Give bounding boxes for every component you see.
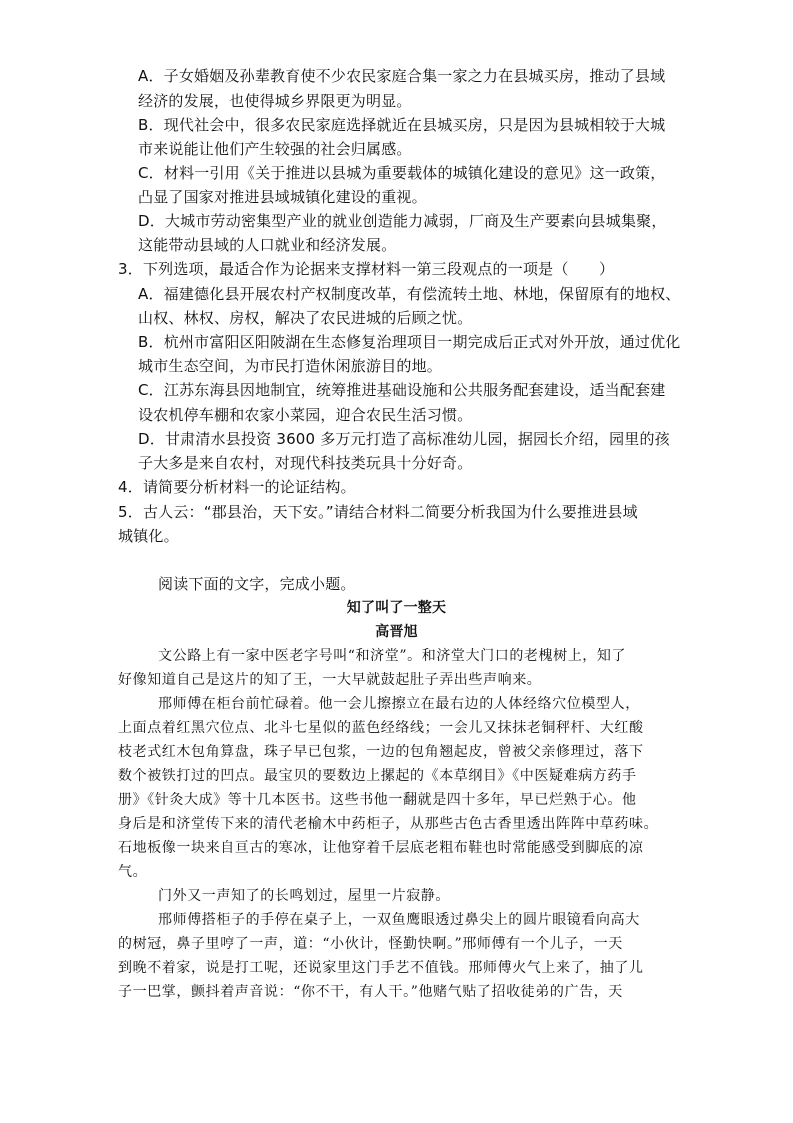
paragraph-line: 文公路上有一家中医老字号叫“和济堂”。和济堂大门口的老槐树上，知了: [158, 648, 627, 664]
paragraph-line: 邢师傅在柜台前忙碌着。他一会儿擦擦立在最右边的人体经络穴位模型人，: [158, 696, 640, 712]
paragraph-line: 子一巴掌，颤抖着声音说：“你不干，有人干。”他赌气贴了招收徒弟的广告，天: [118, 984, 623, 1000]
paragraph-line: 上面点着红黑穴位点、北斗七星似的蓝色经络线；一会儿又抹抹老铜秤杆、大红酸: [118, 720, 644, 736]
q3-option-c-line2: 设农机停车棚和农家小菜园，迎合农民生活习惯。: [138, 406, 473, 424]
paragraph-line: 到晚不着家，说是打工呢，还说家里这门手艺不值钱。邢师傅火气上来了，抽了儿: [118, 960, 644, 976]
paragraph-line: 门外又一声知了的长鸣划过，屋里一片寂静。: [158, 888, 450, 904]
paragraph-line: 邢师傅搭柜子的手停在桌子上，一双鱼鹰眼透过鼻尖上的圆片眼镜看向高大: [158, 912, 640, 928]
q5-stem-line2: 城镇化。: [118, 527, 179, 545]
q3-option-a-line1: A．福建德化县开展农村产权制度改革，有偿流转土地、林地，保留原有的地权、: [138, 285, 681, 303]
q3-option-d-line2: 子大多是来自农村，对现代科技类玩具十分好奇。: [138, 454, 473, 472]
paragraph-line: 枝老式红木包角算盘，珠子早已包浆，一边的包角翘起皮，曾被父亲修理过，落下: [118, 744, 644, 760]
q5-stem-line1: 5．古人云：“郡县治，天下安。”请结合材料二简要分析我国为什么要推进县域: [118, 503, 638, 521]
q2-option-d-line2: 这能带动县域的人口就业和经济发展。: [138, 236, 397, 254]
q2-option-a-line1: A．子女婚姻及孙辈教育使不少农民家庭合集一家之力在县城买房，推动了县域: [138, 67, 666, 85]
q3-stem: 3．下列选项，最适合作为论据来支撑材料一第三段观点的一项是（ ）: [118, 260, 615, 278]
q2-option-d-line1: D．大城市劳动密集型产业的就业创造能力减弱，厂商及生产要素向县城集聚，: [138, 212, 667, 230]
q3-option-d-line1: D．甘肃清水县投资 3600 多万元打造了高标准幼儿园，据园长介绍，园里的孩: [138, 430, 670, 448]
paragraph-line: 身后是和济堂传下来的清代老榆木中药柜子，从那些古色古香里透出阵阵中草药味。: [118, 816, 659, 832]
article-title: 知了叫了一整天: [346, 600, 447, 616]
q3-option-a-line2: 山权、林权、房权，解决了农民进城的后顾之忧。: [138, 309, 473, 327]
q2-option-c-line2: 凸显了国家对推进县域城镇化建设的重视。: [138, 188, 427, 206]
q4-stem: 4．请简要分析材料一的论证结构。: [118, 478, 356, 496]
paragraph-line: 册》《针灸大成》等十几本医书。这些书他一翻就是四十多年，早已烂熟于心。他: [118, 792, 637, 808]
q2-option-a-line2: 经济的发展，也使得城乡界限更为明显。: [138, 92, 412, 110]
q2-option-c-line1: C．材料一引用《关于推进以县城为重要载体的城镇化建设的意见》这一政策，: [138, 164, 666, 182]
q3-option-b-line1: B．杭州市富阳区阳陂湖在生态修复治理项目一期完成后正式对外开放，通过优化: [138, 333, 681, 351]
q3-option-b-line2: 城市生态空间，为市民打造休闲旅游目的地。: [138, 357, 443, 375]
paragraph-line: 石地板像一块来自亘古的寒冰，让他穿着千层底老粗布鞋也时常能感受到脚底的凉: [118, 840, 644, 856]
q3-option-c-line1: C．江苏东海县因地制宜，统筹推进基础设施和公共服务配套建设，适当配套建: [138, 381, 666, 399]
paragraph-line: 好像知道自己是这片的知了王，一大早就鼓起肚子弄出些声响来。: [118, 672, 542, 688]
reading-intro: 阅读下面的文字，完成小题。: [158, 575, 356, 593]
q2-option-b-line1: B．现代社会中，很多农民家庭选择就近在县城买房，只是因为县城相较于大城: [138, 116, 666, 134]
paragraph-line: 气。: [118, 864, 148, 880]
article-author: 高晋旭: [375, 624, 418, 640]
paragraph-line: 数个被铁打过的凹点。最宝贝的要数边上摞起的《本草纲目》《中医疑难病方药手: [118, 768, 637, 784]
paragraph-line: 的树冠，鼻子里哼了一声，道：“小伙计，怪勤快啊。”邢师傅有一个儿子，一天: [118, 936, 623, 952]
q2-option-b-line2: 市来说能让他们产生较强的社会归属感。: [138, 140, 412, 158]
